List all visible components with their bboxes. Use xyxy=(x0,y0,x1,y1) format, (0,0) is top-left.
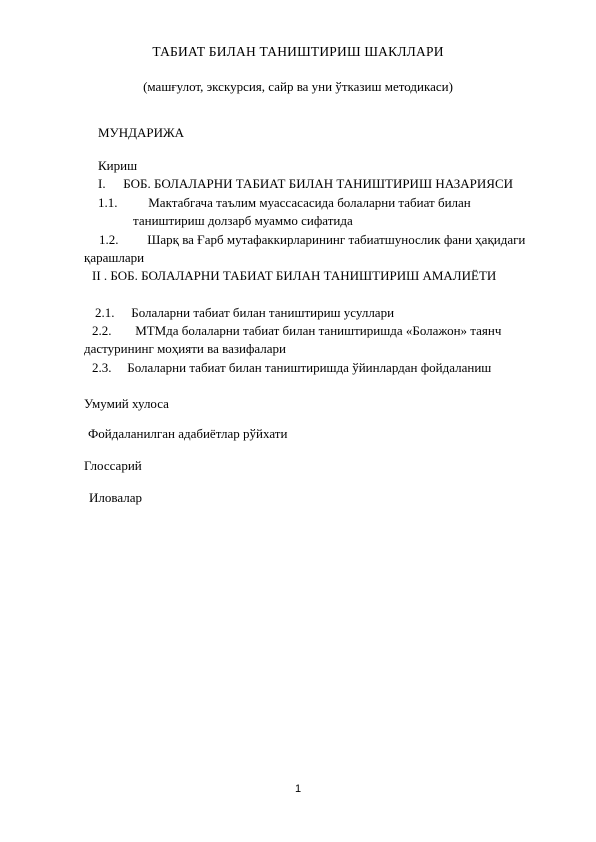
toc-chapter-1-title: БОБ. БОЛАЛАРНИ ТАБИАТ БИЛАН ТАНИШТИРИШ НАЗАРИЯСИ xyxy=(123,176,514,191)
toc-item-2-3 xyxy=(92,360,491,376)
toc-item-1-2 xyxy=(99,232,525,248)
toc-item-glossary: Глоссарий xyxy=(84,458,142,473)
document-subtitle: (машғулот, экскурсия, сайр ва уни ўтказиш методикаси) xyxy=(143,79,453,94)
toc-item-intro: Кириш xyxy=(98,158,138,173)
toc-item-chapter-1 xyxy=(98,176,513,192)
toc-1-1-number: 1.1. xyxy=(98,195,118,210)
toc-2-3-title: Болаларни табиат билан таништиришда ўйинлардан фойдаланиш xyxy=(127,360,492,375)
toc-item-chapter-2: II . БОБ. БОЛАЛАРНИ ТАБИАТ БИЛАН ТАНИШТИРИШ АМАЛИЁТИ xyxy=(92,268,497,283)
toc-2-2-number: 2.2. xyxy=(92,323,112,338)
toc-item-conclusion: Умумий хулоса xyxy=(84,396,169,411)
toc-2-2-line-1: МТМда болаларни табиат билан таништиришда «Болажон» таянч xyxy=(135,323,502,338)
toc-item-1-1 xyxy=(98,195,471,211)
toc-item-2-2 xyxy=(92,323,501,339)
toc-2-1-title: Болаларни табиат билан таништириш усуллари xyxy=(131,305,395,320)
toc-1-2-number: 1.2. xyxy=(99,232,119,247)
toc-1-1-line-1: Мактабгача таълим муассасасида болаларни табиат билан xyxy=(148,195,471,210)
toc-item-references: Фойдаланилган адабиётлар рўйхати xyxy=(88,426,288,441)
toc-item-appendices: Иловалар xyxy=(89,490,142,505)
toc-2-3-number: 2.3. xyxy=(92,360,112,375)
toc-2-2-line-2: дастурининг моҳияти ва вазифалари xyxy=(84,341,286,356)
toc-chapter-1-number: I. xyxy=(98,176,106,191)
toc-item-2-1 xyxy=(95,305,394,321)
toc-heading: МУНДАРИЖА xyxy=(98,125,185,140)
toc-1-2-line-2: қарашлари xyxy=(84,250,145,265)
toc-2-1-number: 2.1. xyxy=(95,305,115,320)
toc-1-2-line-1: Шарқ ва Ғарб мутафаккирларининг табиатшунослик фани ҳақидаги xyxy=(147,232,526,247)
document-title: ТАБИАТ БИЛАН ТАНИШТИРИШ ШАКЛЛАРИ xyxy=(152,44,444,59)
page-number: 1 xyxy=(294,783,302,795)
toc-1-1-line-2: таништириш долзарб муаммо сифатида xyxy=(133,213,353,228)
